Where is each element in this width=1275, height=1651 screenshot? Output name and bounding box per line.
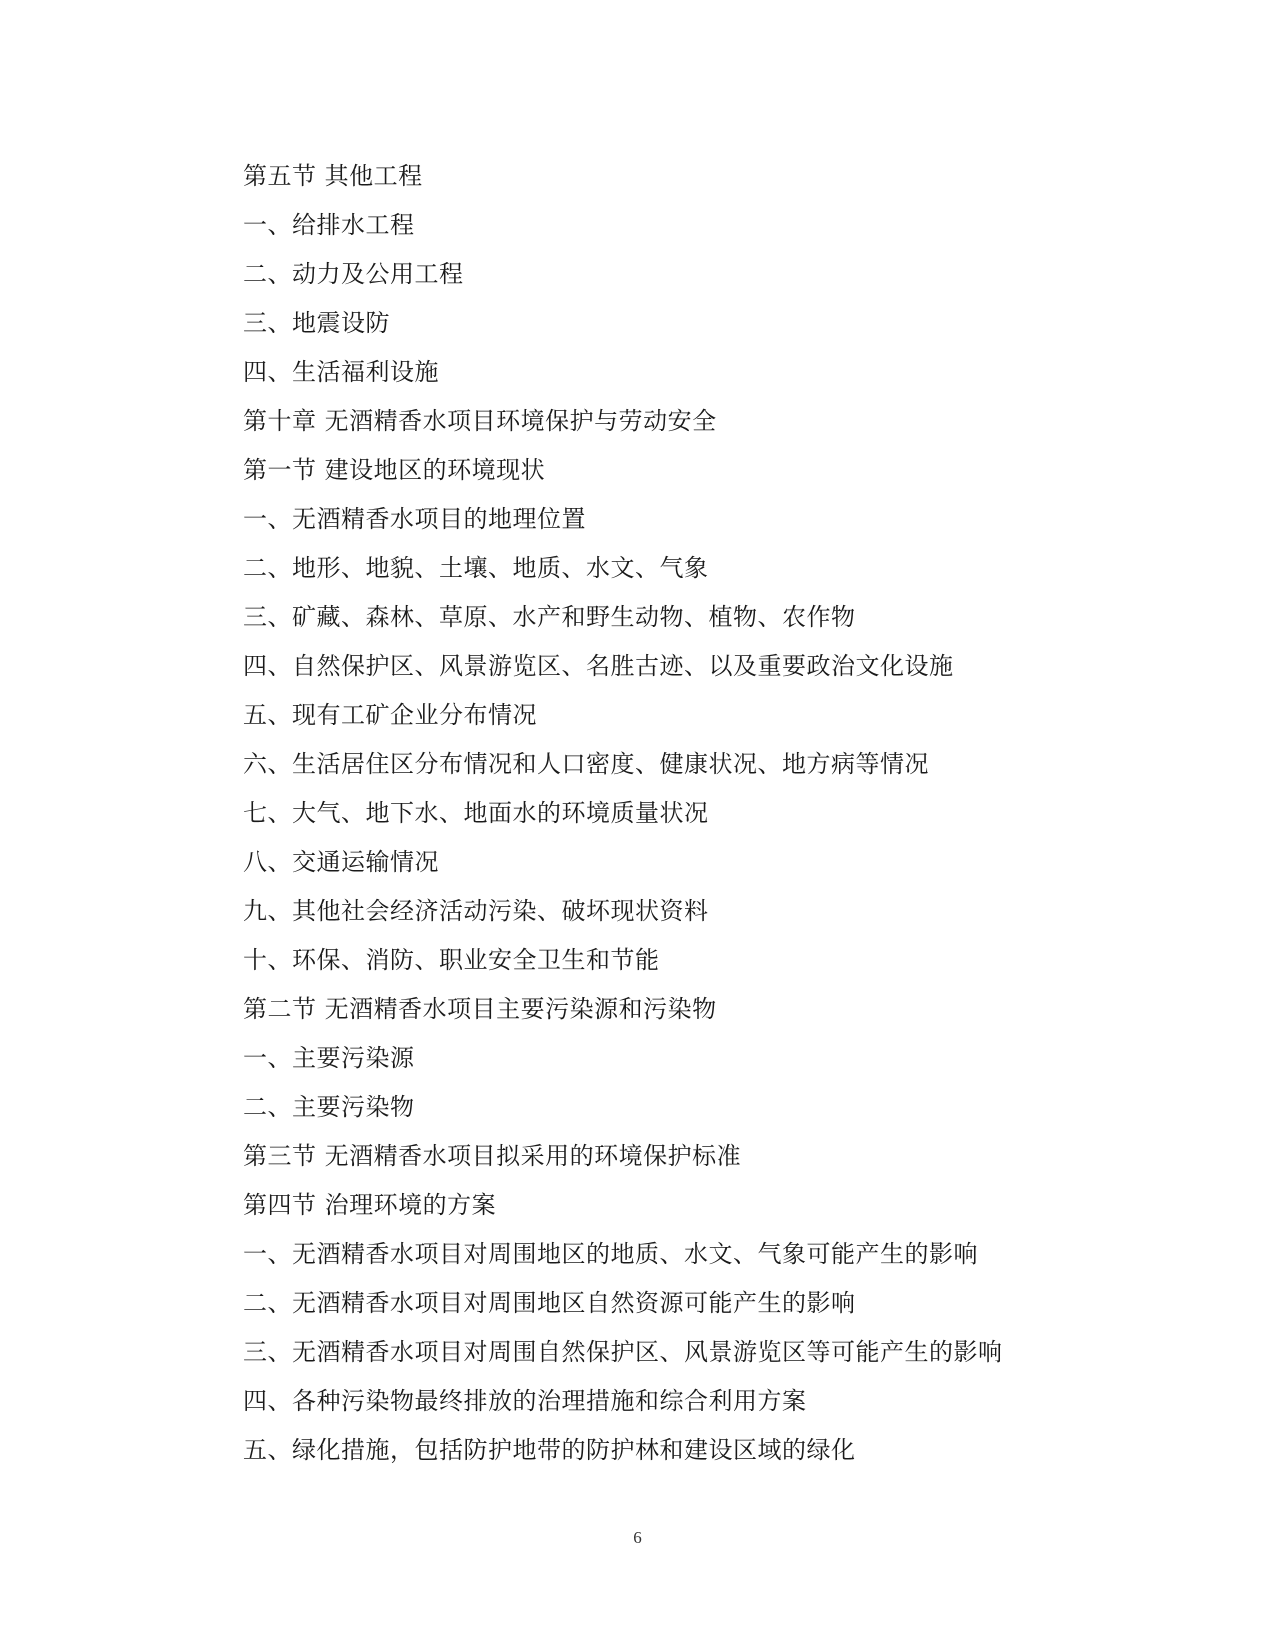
toc-line: 四、自然保护区、风景游览区、名胜古迹、以及重要政治文化设施 (243, 652, 954, 680)
toc-line: 第一节 建设地区的环境现状 (243, 456, 546, 484)
toc-line: 三、无酒精香水项目对周围自然保护区、风景游览区等可能产生的影响 (243, 1338, 1003, 1366)
toc-line: 第二节 无酒精香水项目主要污染源和污染物 (243, 995, 717, 1023)
toc-line: 二、主要污染物 (243, 1093, 415, 1121)
page-number: 6 (633, 1528, 642, 1547)
toc-line: 三、地震设防 (243, 309, 390, 337)
toc-line: 第三节 无酒精香水项目拟采用的环境保护标准 (243, 1142, 742, 1170)
toc-line: 二、无酒精香水项目对周围地区自然资源可能产生的影响 (243, 1289, 856, 1317)
toc-line: 二、动力及公用工程 (243, 260, 464, 288)
toc-line: 七、大气、地下水、地面水的环境质量状况 (243, 799, 709, 827)
toc-line: 第十章 无酒精香水项目环境保护与劳动安全 (243, 407, 717, 435)
table-of-contents (243, 152, 1203, 1475)
toc-line: 八、交通运输情况 (243, 848, 439, 876)
toc-line: 十、环保、消防、职业安全卫生和节能 (243, 946, 660, 974)
toc-line: 五、现有工矿企业分布情况 (243, 701, 537, 729)
toc-line: 一、无酒精香水项目的地理位置 (243, 505, 586, 533)
toc-line: 五、绿化措施，包括防护地带的防护林和建设区域的绿化 (243, 1436, 856, 1464)
toc-line: 一、无酒精香水项目对周围地区的地质、水文、气象可能产生的影响 (243, 1240, 978, 1268)
toc-line: 一、主要污染源 (243, 1044, 415, 1072)
toc-line: 一、给排水工程 (243, 211, 415, 239)
toc-line: 第五节 其他工程 (243, 162, 423, 190)
toc-line: 二、地形、地貌、土壤、地质、水文、气象 (243, 554, 709, 582)
toc-line: 六、生活居住区分布情况和人口密度、健康状况、地方病等情况 (243, 750, 929, 778)
toc-line: 九、其他社会经济活动污染、破坏现状资料 (243, 897, 709, 925)
toc-line: 四、生活福利设施 (243, 358, 439, 386)
toc-line: 四、各种污染物最终排放的治理措施和综合利用方案 (243, 1387, 807, 1415)
toc-line: 三、矿藏、森林、草原、水产和野生动物、植物、农作物 (243, 603, 856, 631)
toc-line: 第四节 治理环境的方案 (243, 1191, 497, 1219)
